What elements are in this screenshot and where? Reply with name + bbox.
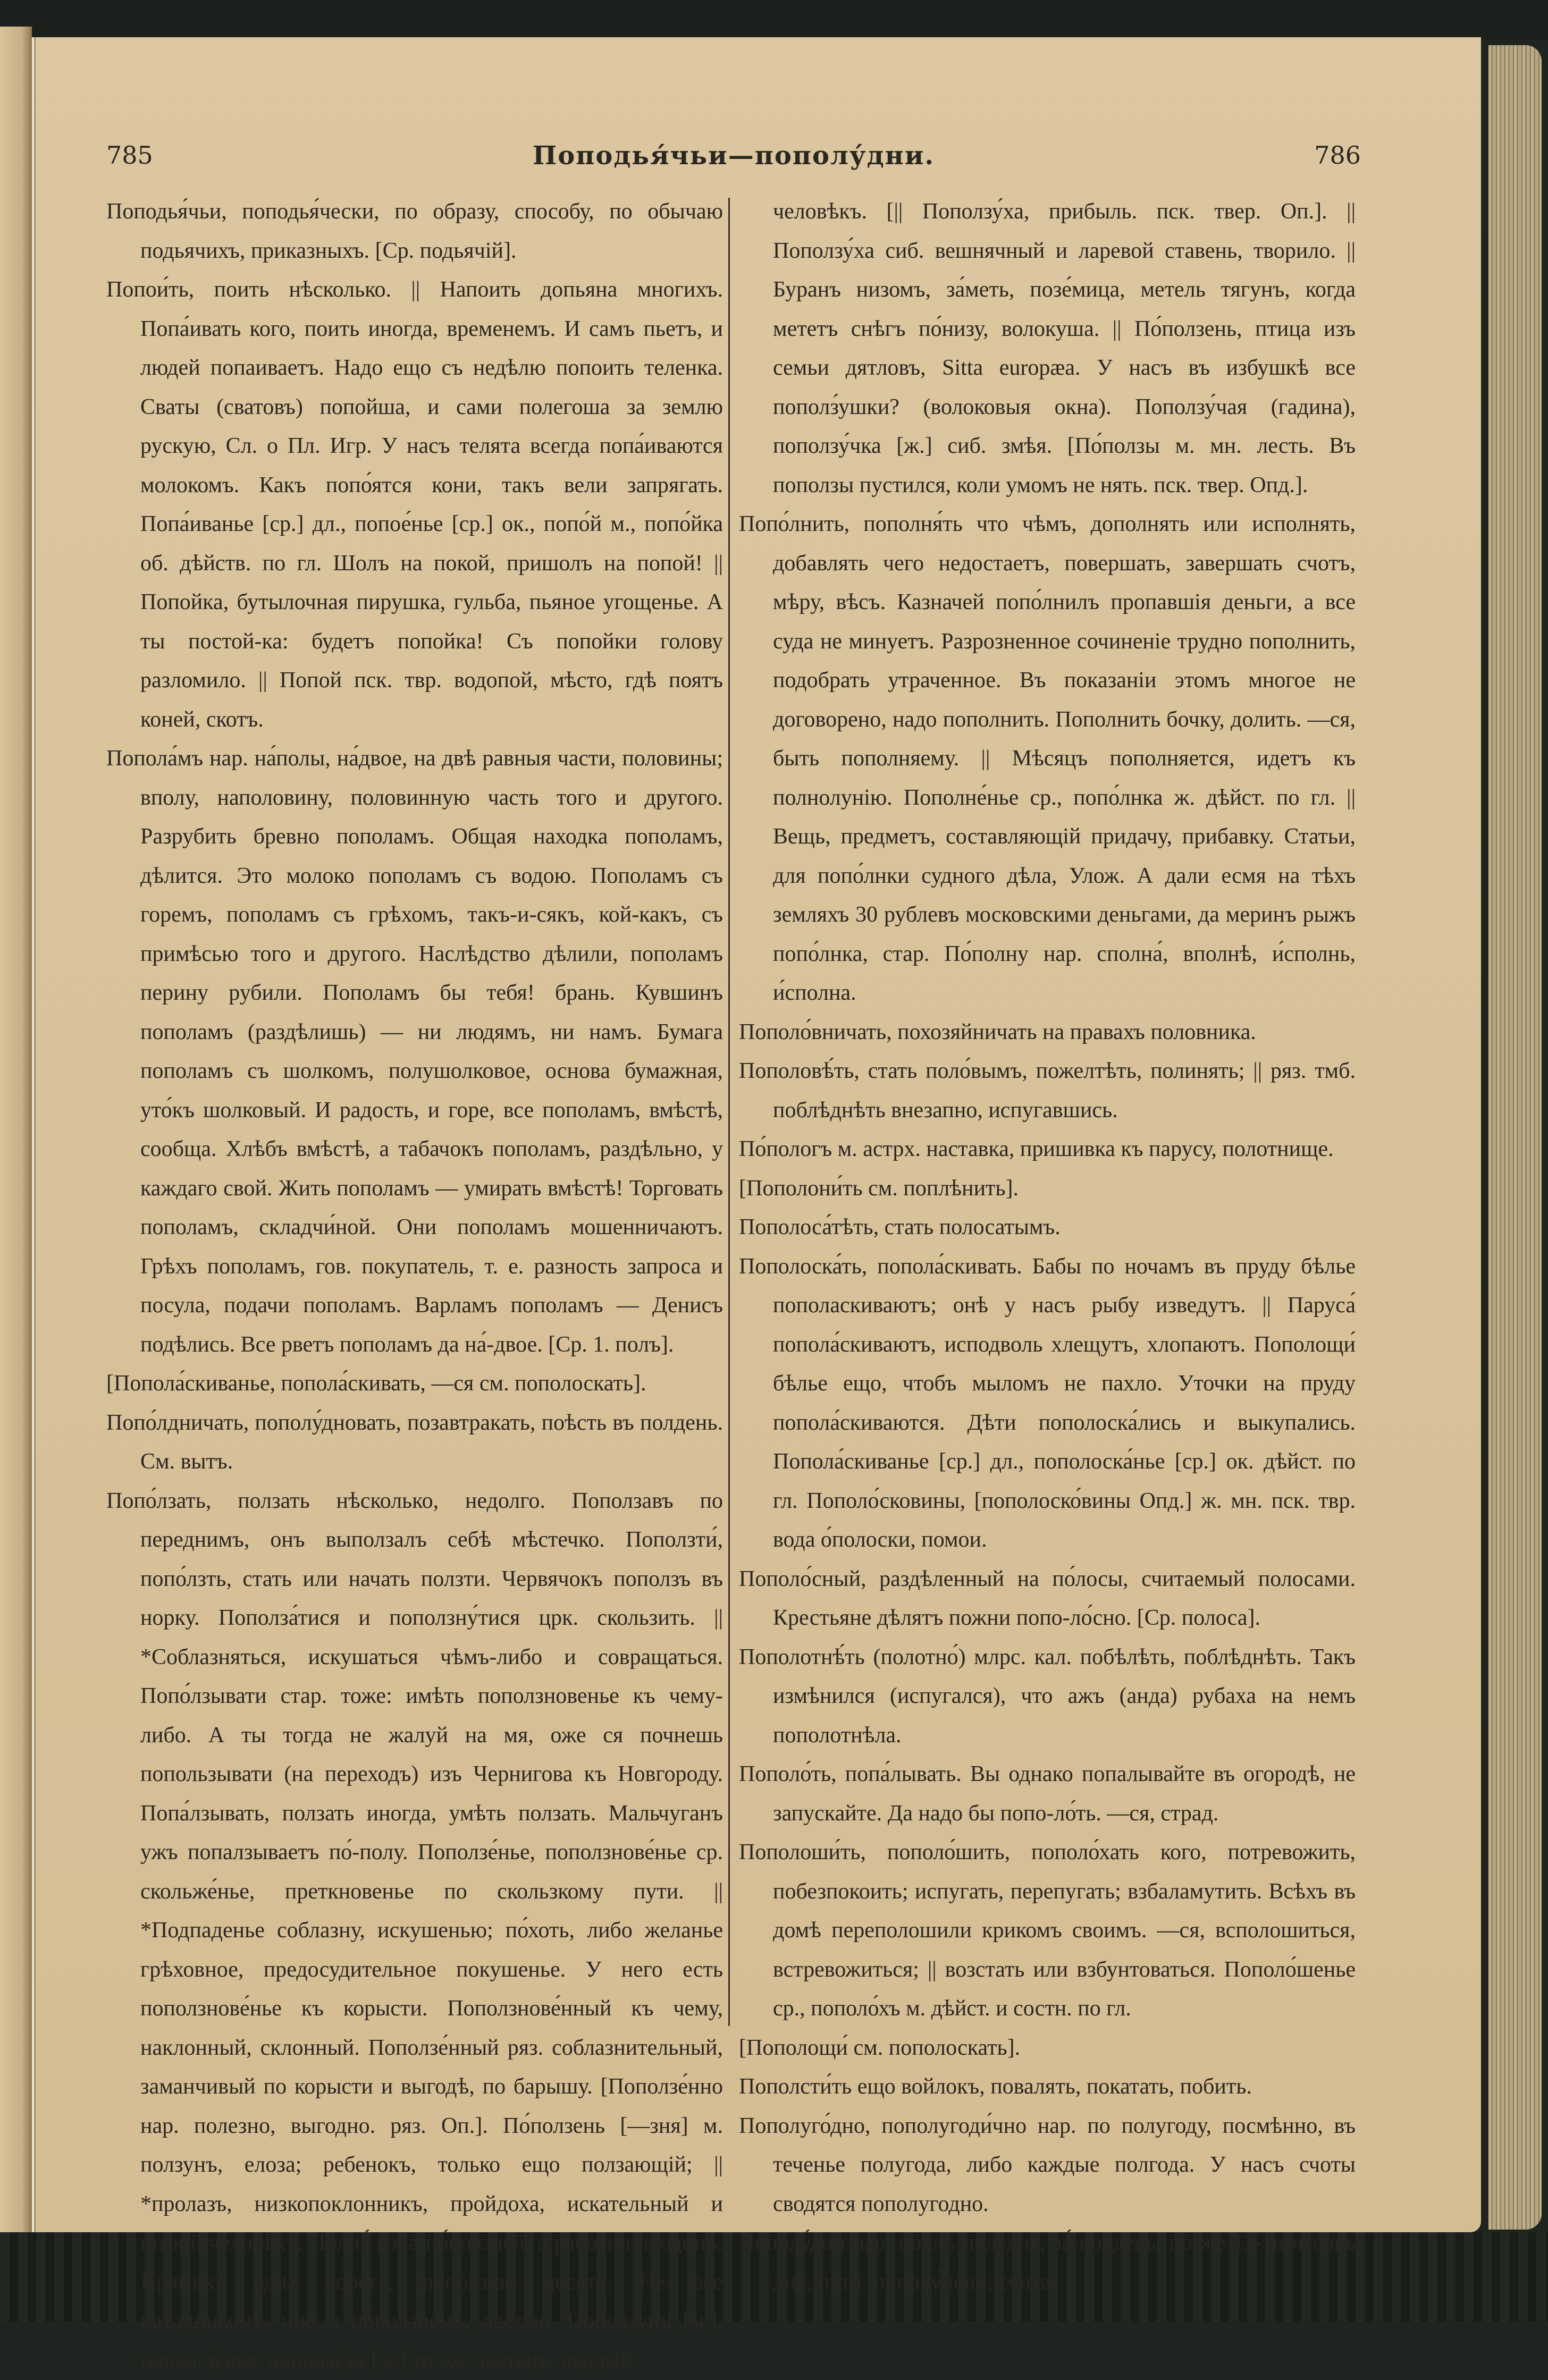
entry-popolosny: Пополо́сный, раздѣленный на по́лосы, считаемый полосами. Крестьяне дѣлятъ пожни попо-ло́сно. [Ср. полоса]. bbox=[739, 1560, 1356, 1638]
entry-popolonit-ref: [Пополони́ть см. поплѣнить]. bbox=[739, 1169, 1356, 1209]
entry-popolot: Пополо́ть, попа́лывать. Вы однако попалывайте въ огородѣ, не запускайте. Да надо бы попо-ло́ть. —ся, страд. bbox=[739, 1755, 1356, 1833]
entry-popoloshit: Пополоши́ть, пополо́шить, пополо́хать кого, потревожить, побезпокоить; испугать, перепугать; взбаламутить. Всѣхъ въ домѣ переполошили крикомъ своимъ. —ся, всполошиться, встревожиться; || возстать или взбунтоваться. Пополо́шенье ср., пополо́хъ м. дѣйст. и состн. по гл. bbox=[739, 1833, 1356, 2029]
entry-popoloshchi-ref: [Пополощи́ см. пополоскать]. bbox=[739, 2029, 1356, 2068]
entry-popolugodno: Пополуго́дно, пополугоди́чно нар. по полугоду, посмѣнно, въ теченье полугода, либо каждые полгода. У насъ счоты сводятся пополугодно. bbox=[739, 2107, 1356, 2224]
page-stack-edges bbox=[1488, 45, 1542, 2230]
entry-popolotnet: Пополотнѣ́ть (полотно́) млрс. кал. побѣлѣть, поблѣднѣть. Такъ измѣнился (испугался), что ажъ (анда) рубаха на немъ пополотнѣла. bbox=[739, 1638, 1356, 1756]
entry-popolnit: Попо́лнить, пополня́ть что чѣмъ, дополнять или исполнять, добавлять чего недостаетъ, повершать, завершать счотъ, мѣру, вѣсъ. Казначей попо́лнилъ пропавшія деньги, а все суда не минуетъ. Разрозненное сочиненіе трудно пополнить, подобрать утраченное. Въ показаніи этомъ многое не договорено, надо пополнить. Пополнить бочку, долить. —ся, быть пополняему. || Мѣсяцъ пополняется, идетъ къ полнолунію. Пополне́нье ср., попо́лнка ж. дѣйст. по гл. || Вещь, предметъ, составляющій придачу, прибавку. Статьи, для попо́лнки судного дѣла, Улож. А дали есмя на тѣхъ земляхъ 30 рублевъ московскими деньгами, да меринъ рыжъ попо́лнка, стар. По́полну нар. сполна́, вполнѣ, и́сполнь, и́сполна. bbox=[739, 505, 1356, 1013]
entry-popodyachi: Поподья́чьи, поподья́чески, по образу, способу, по обычаю подьячихъ, приказныхъ. [Ср. подьячій]. bbox=[106, 192, 723, 271]
entry-popoit: Попои́ть, поить нѣсколько. || Напоить допьяна многихъ. Попа́ивать кого, поить иногда, временемъ. И самъ пьетъ, и людей попаиваетъ. Надо ещо съ недѣлю попоить теленка. Сваты (сватовъ) попойша, и сами полегоша за землю рускую, Сл. о Пл. Игр. У насъ телята всегда попа́иваются молокомъ. Какъ попо́ятся кони, такъ вели запрягать. Попа́иванье [ср.] дл., попое́нье [ср.] ок., попо́й м., попо́йка об. дѣйств. по гл. Шолъ на покой, пришолъ на попой! || Попойка, бутылочная пирушка, гульба, пьяное угощенье. А ты постой-ка: будетъ попойка! Съ попойки голову разломило. || Попой пск. твр. водопой, мѣсто, гдѣ поятъ коней, скотъ. bbox=[106, 271, 723, 739]
entry-popoldnichat: Попо́лдничать, пополу́дновать, позавтракать, поѣсть въ полдень. См. вытъ. bbox=[106, 1404, 723, 1482]
column-rule bbox=[728, 198, 730, 2026]
page-number-right: 786 bbox=[1314, 141, 1361, 170]
right-column bbox=[739, 192, 1356, 2302]
entry-popolovnichat: Пополо́вничать, похозяйничать на правахъ половника. bbox=[739, 1013, 1356, 1052]
page-number-left: 785 bbox=[106, 141, 153, 170]
entry-popolaskivanie-ref: [Попола́скиванье, попола́скивать, —ся см. пополоскать]. bbox=[106, 1364, 723, 1404]
entry-popolovet: Пополовѣ́ть, стать поло́вымъ, пожелтѣть, полинять; || ряз. тмб. поблѣднѣть внезапно, испугавшись. bbox=[739, 1052, 1356, 1130]
running-title: Поподья́чьи—пополу́дни. bbox=[106, 141, 1361, 171]
book-gutter bbox=[32, 37, 35, 2238]
entry-popolog: По́пологъ м. астрх. наставка, пришивка къ парусу, полотнище. bbox=[739, 1130, 1356, 1169]
entry-popolosatet: Пополоса́тѣть, стать полосатымъ. bbox=[739, 1208, 1356, 1247]
left-column bbox=[106, 192, 723, 2380]
entry-popoludni: Пополу́дни нар. послѣ полудня, за́-полдень, позже 12-ти часовъ дня, прти. пополу́ночи, счита bbox=[739, 2224, 1356, 2302]
entry-popolam: Попола́мъ нар. на́полы, на́двое, на двѣ равныя части, половины; вполу, наполовину, половинную часть того и другого. Разрубить бревно пополамъ. Общая находка пополамъ, дѣлится. Это молоко пополамъ съ водою. Пополамъ съ горемъ, пополамъ съ грѣхомъ, такъ-и-сякъ, кой-какъ, съ примѣсью того и другого. Наслѣдство дѣлили, пополамъ перину рубили. Пополамъ бы тебя! брань. Кувшинъ пополамъ (раздѣлишь) — ни людямъ, ни намъ. Бумага пополамъ съ шолкомъ, полушолковое, основа бумажная, уто́къ шолковый. И радость, и горе, все пополамъ, вмѣстѣ, сообща. Хлѣбъ вмѣстѣ, а табачокъ пополамъ, раздѣльно, у каждаго свой. Жить пополамъ — умирать вмѣстѣ! Торговать пополамъ, складчи́ной. Они пополамъ мошенничаютъ. Грѣхъ пополамъ, гов. покупатель, т. е. разность запроса и посула, подачи пополамъ. Варламъ пополамъ — Денисъ подѣлись. Все рветъ пополамъ да на́-двое. [Ср. 1. полъ]. bbox=[106, 739, 723, 1364]
previous-page-edge bbox=[0, 27, 32, 2238]
running-header bbox=[106, 141, 1361, 178]
entry-popoloskat: Пополоска́ть, попола́скивать. Бабы по ночамъ въ пруду бѣлье пополаскиваютъ; онѣ у насъ рыбу изведутъ. || Паруса́ попола́скиваютъ, исподволь хлещутъ, хлопаютъ. Пополощи́ бѣлье ещо, чтобъ мыломъ не пахло. Уточки на пруду попола́скиваются. Дѣти пополоска́лись и выкупались. Попола́скиванье [ср.] дл., пополоска́нье [ср.] ок. дѣйст. по гл. Пополо́сковины, [пополоско́вины Опд.] ж. мн. пск. твр. вода о́полоски, помои. bbox=[739, 1247, 1356, 1560]
entry-continuation: человѣкъ. [|| Поползу́ха, прибыль. пск. твер. Оп.]. || Поползу́ха сиб. вешнячный и ларевой ставень, творило. || Буранъ низомъ, за́меть, позе́мица, метель тягунъ, когда мететъ снѣгъ по́низу, волокуша. || По́ползень, птица изъ семьи дятловъ, Sitta europæa. У насъ въ избушкѣ все пополз́ушки? (волоковыя окна). Поползу́чая (гадина), поползу́чка [ж.] сиб. змѣя. [По́ползы м. мн. лесть. Въ поползы пустился, коли умомъ не нять. пск. твер. Опд.]. bbox=[739, 192, 1356, 505]
entry-popolzat: Попо́лзать, ползать нѣсколько, недолго. Поползавъ по переднимъ, онъ выползалъ себѣ мѣстечко. Поползти́, попо́лзть, стать или начать ползти. Червячокъ поползъ въ норку. Пополза́тися и поползну́тися црк. скользить. || *Соблазняться, искушаться чѣмъ-либо и совращаться. Попо́лзывати стар. тоже: имѣть поползновенье къ чему-либо. А ты тогда не жалуй на мя, оже ся почнешь попользывати (на переходъ) изъ Чернигова къ Новгороду. Попа́лзывать, ползать иногда, умѣть ползать. Мальчуганъ ужъ попалзываетъ по́-полу. Поползе́нье, поползнове́нье ср. скольже́нье, преткновенье по скользкому пути. || *Подпаденье соблазну, искушенью; по́хоть, либо желанье грѣховное, предосудительное покушенье. У него есть поползнове́нье къ корысти. Поползнове́нный къ чему, наклонный, склонный. Поползе́нный ряз. соблазнительный, заманчивый по корысти и выгодѣ, по барышу. [Поползе́нно нар. полезно, выгодно. ряз. Оп.]. По́ползень [—зня] м. ползунъ, елоза; ребенокъ, только ещо ползающій; || *пролазъ, низкопоклонникъ, пройдоха, искательный и низкій человѣкъ. Полна́ изба по́ползней, а работникъ одинъ. Прямику одна дорога, поползню десять. Не все наѣздникомъ, ино и по́ползнемъ, лестью. Поползу́нъ [м.], попол-зу́нья, поползу́ха [ж.] то же, льстецъ, подлый bbox=[106, 1482, 723, 2380]
dark-background-top bbox=[0, 0, 1548, 40]
entry-popolstit: Пополсти́ть ещо войлокъ, повалять, покатать, побить. bbox=[739, 2067, 1356, 2107]
